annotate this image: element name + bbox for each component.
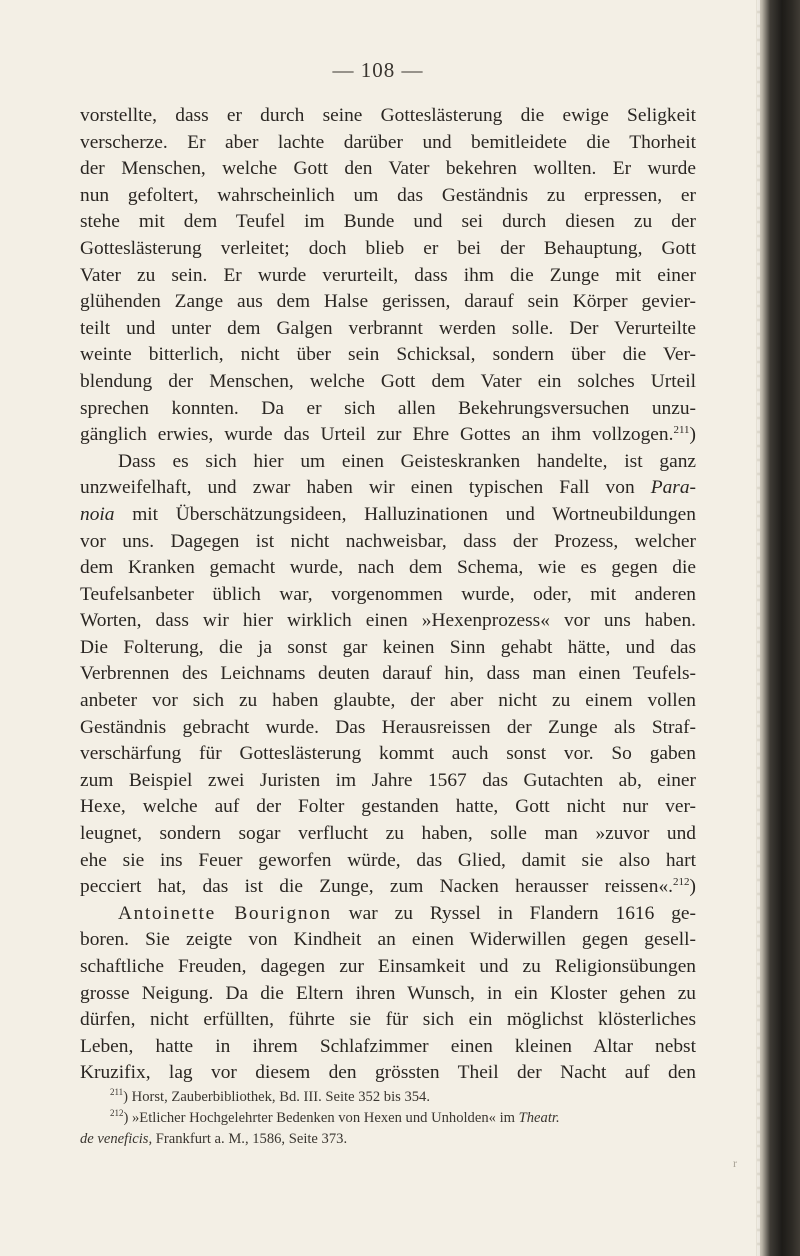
text-line: stehe mit dem Teufel im Bunde und sei durch diesen zu der xyxy=(80,211,696,233)
text-line: Teufelsanbeter üblich war, vorgenommen wurde, oder, mit anderen xyxy=(80,583,696,605)
text-line xyxy=(80,475,696,502)
text-line: blendung der Menschen, welche Gott dem Vater ein solches Urteil xyxy=(80,370,696,392)
text-fragment: unzweifelhaft, und zwar haben wir einen typischen Fall von xyxy=(80,477,635,499)
footnote-text: ) Horst, Zauberbibliothek, Bd. III. Seite 352 bis 354. xyxy=(123,1089,430,1105)
text-line: anbeter vor sich zu haben glaubte, der aber nicht zu einem vollen xyxy=(80,690,696,712)
footnote-italic: Theatr. xyxy=(518,1110,560,1126)
text-line: boren. Sie zeigte von Kindheit an einen Widerwillen gegen gesell- xyxy=(80,929,696,951)
text-line: Dass es sich hier um einen Geisteskranken handelte, ist ganz xyxy=(118,450,696,472)
footnote-text: Frankfurt a. M., 1586, Seite 373. xyxy=(155,1131,348,1147)
text-line: weinte bitterlich, nicht über sein Schicksal, sondern über die Ver- xyxy=(80,344,696,366)
text-line: sprechen konnten. Da er sich allen Bekehrungsversuchen unzu- xyxy=(80,397,696,419)
text-line: dürfen, nicht erfüllten, führte sie für sich ein möglichst klösterliches xyxy=(80,1009,696,1031)
text-line: Leben, hatte in ihrem Schlafzimmer einen kleinen Altar nebst xyxy=(80,1035,696,1057)
text-line: zum Beispiel zwei Juristen im Jahre 1567 das Gutachten ab, einer xyxy=(80,769,696,791)
footnote-212-cont xyxy=(80,1129,696,1150)
book-spine-shadow xyxy=(756,0,800,1256)
text-line: teilt und unter dem Galgen verbrannt werden solle. Der Verurteilte xyxy=(80,317,696,339)
text-fragment: mit Überschätzungsideen, Halluzinationen und Wortneubildungen xyxy=(132,503,696,525)
footnote-italic: de veneficis, xyxy=(80,1131,153,1147)
text-line: ehe sie ins Feuer geworfen würde, das Glied, damit sie also hart xyxy=(80,849,696,871)
text-line: leugnet, sondern sogar verflucht zu haben, solle man »zuvor und xyxy=(80,823,696,845)
italic-term: Para- xyxy=(650,477,696,499)
text-line: Gotteslästerung verleitet; doch blieb er bei der Behauptung, Gott xyxy=(80,237,696,259)
text-line: Die Folterung, die ja sonst gar keinen Sinn gehabt hätte, und das xyxy=(80,636,696,658)
text-line: verscherze. Er aber lachte darüber und bemitleidete die Thorheit xyxy=(80,131,696,153)
text-line: vor uns. Dagegen ist nicht nachweisbar, dass der Prozess, welcher xyxy=(80,530,696,552)
text-line: nun gefoltert, wahrscheinlich um das Geständnis zu erpressen, er xyxy=(80,184,696,206)
text-line: Vater zu sein. Er wurde verurteilt, dass ihm die Zunge mit einer xyxy=(80,264,696,286)
text-line: Verbrennen des Leichnams deuten darauf hin, dass man einen Teufels- xyxy=(80,663,696,685)
footnote-marker: 211 xyxy=(110,1087,124,1097)
text-line xyxy=(80,502,696,529)
footnote-ref-212: 212 xyxy=(673,876,690,889)
main-text xyxy=(80,103,696,1087)
text-line: verschärfung für Gotteslästerung kommt auch sonst vor. So gaben xyxy=(80,743,696,765)
page-edge xyxy=(757,0,760,1256)
footnote-ref-211: 211 xyxy=(673,424,690,437)
text-line: schaftliche Freuden, dagegen zur Einsamkeit und zu Religionsübungen xyxy=(80,956,696,977)
text-line: dem Kranken gemacht wurde, nach dem Schema, wie es gegen die xyxy=(80,557,696,579)
text-line-with-ref: pecciert hat, das ist die Zunge, zum Nacken herausser reissen«.$^{212}$) xyxy=(80,876,696,898)
text-fragment: pecciert hat, das ist die Zunge, zum Nacken herausser reissen«. xyxy=(80,876,674,898)
text-line: der Menschen, welche Gott den Vater bekehren wollten. Er wurde xyxy=(80,158,696,180)
text-line xyxy=(80,901,696,928)
text-line-with-ref: gänglich erwies, wurde das Urteil zur Ehre Gottes an ihm vollzogen.$^{211}$) xyxy=(80,424,696,446)
footnote-text: ) »Etlicher Hochgelehrter Bedenken von Hexen und Unholden« im xyxy=(123,1110,515,1126)
text-line: Geständnis gebracht wurde. Das Herausreissen der Zunge als Straf- xyxy=(80,716,696,738)
text-line: grosse Neigung. Da die Eltern ihren Wunsch, in ein Kloster gehen zu xyxy=(80,982,696,1004)
text-line: Worten, dass wir hier wirklich einen »Hexenprozess« vor uns haben. xyxy=(80,610,696,632)
margin-mark: r xyxy=(733,1156,737,1170)
page-number: — 108 — xyxy=(332,58,424,82)
text-fragment: gänglich erwies, wurde das Urteil zur Ehre Gottes an ihm vollzogen. xyxy=(80,424,674,446)
text-fragment: war zu Ryssel in Flandern 1616 ge- xyxy=(348,902,696,924)
person-name: Antoinette Bourignon xyxy=(118,902,332,924)
text-line: Kruzifix, lag vor diesem den grössten Theil der Nacht auf den xyxy=(80,1062,696,1084)
italic-term: noia xyxy=(80,503,115,525)
text-line: glühenden Zange aus dem Halse gerissen, darauf sein Körper gevier- xyxy=(80,291,696,313)
footnote-marker: 212 xyxy=(110,1108,124,1118)
footnote-212 xyxy=(80,1108,696,1129)
footnotes xyxy=(80,1087,696,1150)
text-line: Hexe, welche auf der Folter gestanden hatte, Gott nicht nur ver- xyxy=(80,796,696,818)
text-line: vorstellte, dass er durch seine Gotteslästerung die ewige Seligkeit xyxy=(80,105,696,126)
footnote-211 xyxy=(80,1087,696,1108)
